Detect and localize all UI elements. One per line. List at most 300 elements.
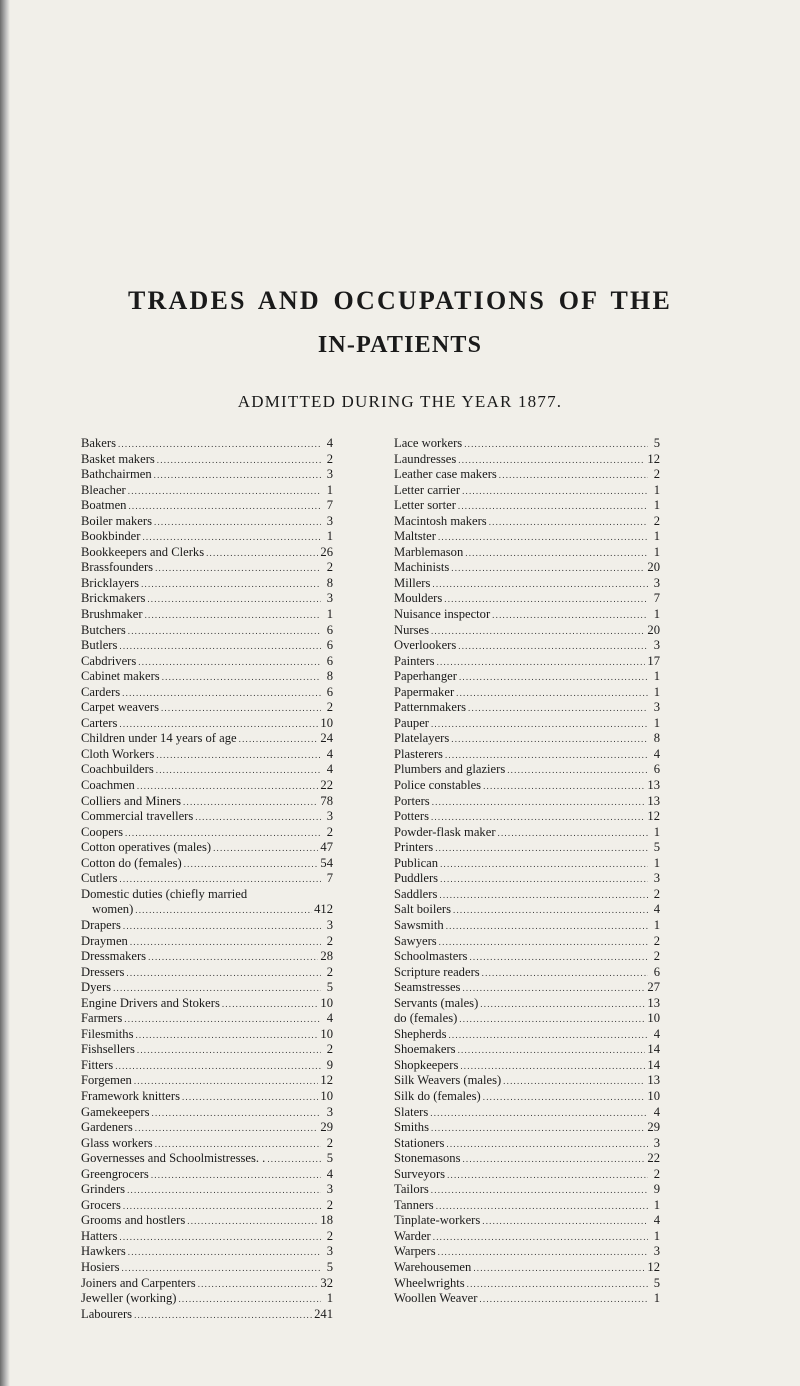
list-item (81, 1307, 333, 1323)
dot-leader (462, 484, 648, 500)
list-item (81, 483, 333, 499)
occupation-name: Butlers (81, 638, 118, 653)
occupation-count: 1 (653, 1228, 660, 1243)
occupation-name: Governesses and Schoolmistresses. . (81, 1151, 266, 1166)
occupation-count: 1 (326, 607, 333, 622)
occupation-name: Plasterers (394, 746, 443, 761)
occupation-count: 7 (326, 498, 333, 513)
occupation-name: Carters (81, 715, 118, 730)
dot-leader (458, 453, 645, 469)
dot-leader (115, 1059, 321, 1075)
list-item (81, 1244, 333, 1260)
occupation-name: Butchers (81, 622, 126, 637)
occupation-name: Carpet weavers (81, 700, 159, 715)
dot-leader (473, 1261, 645, 1277)
occupation-name: Police constables (394, 778, 482, 793)
list-item (81, 1042, 333, 1058)
occupation-count: 27 (647, 980, 660, 995)
list-item (394, 545, 660, 561)
list-item (394, 825, 660, 841)
list-item (394, 514, 660, 530)
list-item (81, 1136, 333, 1152)
occupation-name: Publican (394, 855, 439, 870)
dot-leader (130, 935, 321, 951)
list-item (81, 716, 333, 732)
dot-leader (431, 810, 645, 826)
occupation-name: Brushmaker (81, 607, 143, 622)
dot-leader (462, 981, 645, 997)
list-item (394, 1027, 660, 1043)
dot-leader (460, 1059, 645, 1075)
occupation-name: Dyers (81, 980, 112, 995)
dot-leader (154, 515, 321, 531)
occupation-count: 5 (326, 980, 333, 995)
occupation-name: Cotton do (females) (81, 855, 182, 870)
list-item (394, 731, 660, 747)
list-item (81, 840, 333, 856)
occupation-count: 1 (653, 544, 660, 559)
dot-leader (195, 810, 321, 826)
dot-leader (458, 499, 648, 515)
dot-leader (125, 826, 321, 842)
occupation-name: Shopkeepers (394, 1057, 459, 1072)
list-item (81, 1182, 333, 1198)
list-item (394, 669, 660, 685)
list-item (81, 825, 333, 841)
occupation-name: Powder-flask maker (394, 824, 496, 839)
occupation-count: 12 (320, 1073, 333, 1088)
list-item (81, 1027, 333, 1043)
occupation-name: Hosiers (81, 1259, 120, 1274)
list-item (394, 436, 660, 452)
occupation-name: Seamstresses (394, 980, 461, 995)
occupation-name: Saddlers (394, 886, 438, 901)
list-item (394, 840, 660, 856)
occupation-count: 5 (326, 1259, 333, 1274)
occupation-count: 10 (320, 1088, 333, 1103)
occupation-count: 2 (653, 513, 660, 528)
list-item (394, 716, 660, 732)
list-item (81, 809, 333, 825)
occupation-count: 5 (326, 1151, 333, 1166)
occupation-count: 4 (326, 762, 333, 777)
occupation-count: 2 (653, 467, 660, 482)
occupation-name: Colliers and Miners (81, 793, 182, 808)
occupation-count: 2 (326, 1135, 333, 1150)
dot-leader (446, 1137, 648, 1153)
page-title-line2: IN-PATIENTS (317, 332, 483, 358)
occupation-name: Warder (394, 1228, 431, 1243)
occupation-count: 47 (320, 840, 333, 855)
dot-leader (134, 1074, 319, 1090)
list-item (81, 607, 333, 623)
occupation-count: 4 (326, 746, 333, 761)
occupation-count: 28 (320, 949, 333, 964)
dot-leader (438, 1245, 648, 1261)
dot-leader (145, 608, 321, 624)
list-item (394, 1276, 660, 1292)
occupation-count: 4 (653, 1104, 660, 1119)
occupation-count: 3 (326, 1182, 333, 1197)
list-item (81, 1260, 333, 1276)
occupation-name: Lace workers (394, 436, 463, 450)
list-item (394, 654, 660, 670)
occupation-count: 1 (653, 824, 660, 839)
dot-leader (137, 779, 319, 795)
occupation-name: Leather case makers (394, 467, 497, 482)
occupation-count: 2 (653, 933, 660, 948)
occupation-name: Painters (394, 653, 435, 668)
occupation-name: Smiths (394, 1120, 429, 1135)
occupation-name: Platelayers (394, 731, 450, 746)
occupation-name: Forgemen (81, 1073, 132, 1088)
list-item (81, 902, 333, 918)
page-subtitle: ADMITTED DURING THE YEAR 1877. (237, 392, 563, 411)
occupation-name: do (females) (394, 1011, 458, 1026)
list-item (394, 762, 660, 778)
occupation-count: 2 (326, 451, 333, 466)
occupation-count: 1 (653, 529, 660, 544)
dot-leader (451, 561, 645, 577)
occupation-name: Brickmakers (81, 591, 146, 606)
occupation-name: Printers (394, 840, 434, 855)
dot-leader (462, 1152, 645, 1168)
occupation-count: 10 (320, 715, 333, 730)
occupation-name: Hawkers (81, 1244, 126, 1259)
occupation-count: 1 (653, 715, 660, 730)
occupation-count: 2 (326, 560, 333, 575)
occupation-name: Bookbinder (81, 529, 141, 544)
occupation-count: 1 (653, 482, 660, 497)
dot-leader (439, 888, 648, 904)
occupation-name: Bakers (81, 436, 116, 450)
occupation-name: Basket makers (81, 451, 155, 466)
occupation-count: 2 (326, 1228, 333, 1243)
dot-leader (267, 1152, 321, 1168)
list-item (394, 498, 660, 514)
dot-leader (122, 686, 321, 702)
occupation-name: Fishsellers (81, 1042, 135, 1057)
dot-leader (142, 530, 321, 546)
dot-leader (161, 701, 321, 717)
list-item (394, 560, 660, 576)
list-item (394, 996, 660, 1012)
dot-leader (126, 966, 321, 982)
dot-leader (151, 1168, 321, 1184)
dot-leader (135, 903, 312, 919)
dot-leader (119, 639, 321, 655)
dot-leader (483, 779, 645, 795)
dot-leader (119, 717, 318, 733)
dot-leader (483, 1090, 646, 1106)
list-item (394, 1167, 660, 1183)
occupation-name: Machinists (394, 560, 450, 575)
occupation-count: 3 (653, 700, 660, 715)
occupation-count: 1 (653, 684, 660, 699)
occupation-count: 1 (653, 498, 660, 513)
occupation-count: 6 (653, 762, 660, 777)
occupation-name: Potters (394, 809, 429, 824)
occupation-name: Tinplate-workers (394, 1213, 481, 1228)
dot-leader (503, 1074, 645, 1090)
occupation-name: Joiners and Carpenters (81, 1275, 196, 1290)
list-item (394, 700, 660, 716)
occupation-name: Millers (394, 575, 431, 590)
occupation-name: Fitters (81, 1057, 114, 1072)
occupation-name: Greengrocers (81, 1166, 149, 1181)
list-item (394, 1120, 660, 1136)
occupation-count: 10 (320, 995, 333, 1010)
occupation-count: 29 (647, 1120, 660, 1135)
dot-leader (440, 872, 648, 888)
dot-leader (492, 608, 648, 624)
list-item (81, 1058, 333, 1074)
dot-leader (239, 732, 319, 748)
dot-leader (138, 655, 321, 671)
right-column-list (394, 436, 660, 1307)
list-item (394, 856, 660, 872)
list-item (81, 436, 333, 452)
occupation-name: Glass workers (81, 1135, 153, 1150)
occupation-count: 412 (314, 902, 333, 917)
list-item (81, 778, 333, 794)
occupation-name: Tanners (394, 1197, 434, 1212)
occupation-count: 1 (653, 669, 660, 684)
occupation-name: Surveyors (394, 1166, 446, 1181)
occupation-count: 29 (320, 1120, 333, 1135)
list-item (394, 1244, 660, 1260)
list-item (394, 778, 660, 794)
list-item (81, 1120, 333, 1136)
occupation-name: Silk do (females) (394, 1088, 481, 1103)
occupation-name: Dressmakers (81, 949, 147, 964)
occupation-name: Commercial travellers (81, 809, 194, 824)
occupation-name: Carders (81, 684, 121, 699)
dot-leader (213, 841, 318, 857)
list-item (81, 1011, 333, 1027)
occupation-count: 1 (653, 917, 660, 932)
occupation-count: 13 (647, 793, 660, 808)
list-item (81, 576, 333, 592)
occupation-name: Drapers (81, 917, 121, 932)
dot-leader (482, 1214, 648, 1230)
dot-leader (137, 1043, 321, 1059)
occupation-name: Domestic duties (chiefly married (81, 886, 248, 901)
occupation-name: Overlookers (394, 638, 457, 653)
occupation-name: Stationers (394, 1135, 445, 1150)
occupation-count: 6 (326, 622, 333, 637)
occupation-name: Coachbuilders (81, 762, 154, 777)
occupation-count: 2 (326, 1042, 333, 1057)
list-item (394, 1042, 660, 1058)
occupation-name: Bookkeepers and Clerks (81, 544, 205, 559)
occupation-name: Stonemasons (394, 1151, 461, 1166)
occupation-count: 8 (326, 575, 333, 590)
list-item (394, 591, 660, 607)
occupation-name: Nuisance inspector (394, 607, 491, 622)
dot-leader (459, 670, 648, 686)
occupation-count: 3 (326, 1244, 333, 1259)
occupation-count: 241 (314, 1306, 333, 1321)
list-item (394, 794, 660, 810)
dot-leader (128, 624, 321, 640)
occupation-count: 20 (647, 560, 660, 575)
occupation-count: 1 (653, 855, 660, 870)
list-item (81, 731, 333, 747)
list-item (394, 685, 660, 701)
dot-leader (459, 1012, 645, 1028)
list-item (81, 856, 333, 872)
dot-leader (128, 484, 321, 500)
dot-leader (439, 935, 648, 951)
occupation-name: Servants (males) (394, 995, 479, 1010)
occupation-count: 1 (653, 1291, 660, 1306)
list-item (81, 591, 333, 607)
dot-leader (162, 670, 321, 686)
occupation-count: 1 (653, 607, 660, 622)
occupation-count: 2 (326, 824, 333, 839)
occupation-count: 4 (653, 1026, 660, 1041)
dot-leader (119, 872, 321, 888)
occupation-count: 12 (647, 451, 660, 466)
occupation-name: Gardeners (81, 1120, 133, 1135)
left-column-list (81, 436, 333, 1322)
list-item (81, 700, 333, 716)
occupation-name: Puddlers (394, 871, 439, 886)
list-item (81, 794, 333, 810)
occupation-name: Cotton operatives (males) (81, 840, 212, 855)
occupation-count: 5 (653, 1275, 660, 1290)
list-item (81, 747, 333, 763)
list-item (394, 623, 660, 639)
list-item (394, 1073, 660, 1089)
list-item (394, 747, 660, 763)
occupation-count: 4 (653, 746, 660, 761)
list-item (394, 1151, 660, 1167)
occupation-count: 2 (326, 1197, 333, 1212)
dot-leader (467, 1277, 648, 1293)
dot-leader (433, 1230, 648, 1246)
list-item (394, 1089, 660, 1105)
list-item (81, 669, 333, 685)
dot-leader (121, 1261, 321, 1277)
dot-leader (440, 857, 648, 873)
occupation-count: 4 (653, 902, 660, 917)
list-item (81, 934, 333, 950)
list-item (81, 560, 333, 576)
list-item (81, 1229, 333, 1245)
occupation-name: Cutlers (81, 871, 118, 886)
list-item (394, 918, 660, 934)
occupation-name: Sawyers (394, 933, 437, 948)
occupation-name: Cloth Workers (81, 746, 155, 761)
occupation-name: Warehousemen (394, 1259, 472, 1274)
list-item (394, 809, 660, 825)
list-item (81, 1151, 333, 1167)
occupation-count: 4 (326, 436, 333, 450)
occupation-name: Pauper (394, 715, 429, 730)
dot-leader (118, 437, 321, 453)
occupation-name: Cabdrivers (81, 653, 137, 668)
list-item (394, 980, 660, 996)
list-item (394, 607, 660, 623)
list-item (81, 762, 333, 778)
list-item (81, 1276, 333, 1292)
occupation-count: 3 (326, 917, 333, 932)
dot-leader (182, 1090, 318, 1106)
occupation-name: Jeweller (working) (81, 1291, 177, 1306)
dot-leader (147, 592, 321, 608)
dot-leader (141, 577, 321, 593)
dot-leader (155, 1137, 321, 1153)
dot-leader (123, 919, 321, 935)
dot-leader (451, 732, 648, 748)
occupation-name: Gamekeepers (81, 1104, 150, 1119)
occupation-count: 2 (326, 964, 333, 979)
list-item (394, 1260, 660, 1276)
dot-leader (119, 1230, 321, 1246)
occupation-name: Sawsmith (394, 917, 444, 932)
dot-leader (489, 515, 648, 531)
occupation-name: Dressers (81, 964, 125, 979)
dot-leader (432, 795, 646, 811)
dot-leader (468, 701, 648, 717)
list-item (81, 918, 333, 934)
occupation-name: Silk Weavers (males) (394, 1073, 502, 1088)
occupation-name: Grooms and hostlers (81, 1213, 186, 1228)
occupation-count: 13 (647, 778, 660, 793)
occupation-count: 22 (647, 1151, 660, 1166)
list-item (81, 996, 333, 1012)
occupation-name: Grinders (81, 1182, 126, 1197)
dot-leader (465, 546, 648, 562)
occupation-name: Draymen (81, 933, 128, 948)
occupation-count: 3 (326, 591, 333, 606)
list-item (394, 1182, 660, 1198)
occupation-count: 2 (326, 700, 333, 715)
list-item (394, 1213, 660, 1229)
occupation-count: 6 (326, 684, 333, 699)
occupation-name: Letter carrier (394, 482, 461, 497)
list-item (394, 1229, 660, 1245)
occupation-name: Wheelwrights (394, 1275, 465, 1290)
list-item (394, 902, 660, 918)
occupation-name: Salt boilers (394, 902, 452, 917)
occupation-count: 2 (653, 886, 660, 901)
occupation-count: 1 (653, 1197, 660, 1212)
occupation-name: Children under 14 years of age (81, 731, 237, 746)
list-item (81, 1291, 333, 1307)
occupation-name: Nurses (394, 622, 429, 637)
dot-leader (222, 997, 319, 1013)
occupation-name: Slaters (394, 1104, 429, 1119)
occupation-name: Bathchairmen (81, 467, 152, 482)
dot-leader (464, 437, 648, 453)
list-item (81, 638, 333, 654)
occupation-count: 5 (653, 436, 660, 450)
occupation-name: Marblemason (394, 544, 464, 559)
occupation-name: Engine Drivers and Stokers (81, 995, 220, 1010)
dot-leader (128, 499, 321, 515)
list-item (81, 1167, 333, 1183)
occupation-name: Warpers (394, 1244, 436, 1259)
occupation-count: 1 (326, 1291, 333, 1306)
list-item (81, 1198, 333, 1214)
occupation-count: 7 (326, 871, 333, 886)
occupation-name: Brassfounders (81, 560, 154, 575)
list-item (81, 871, 333, 887)
occupation-name: Schoolmasters (394, 949, 468, 964)
